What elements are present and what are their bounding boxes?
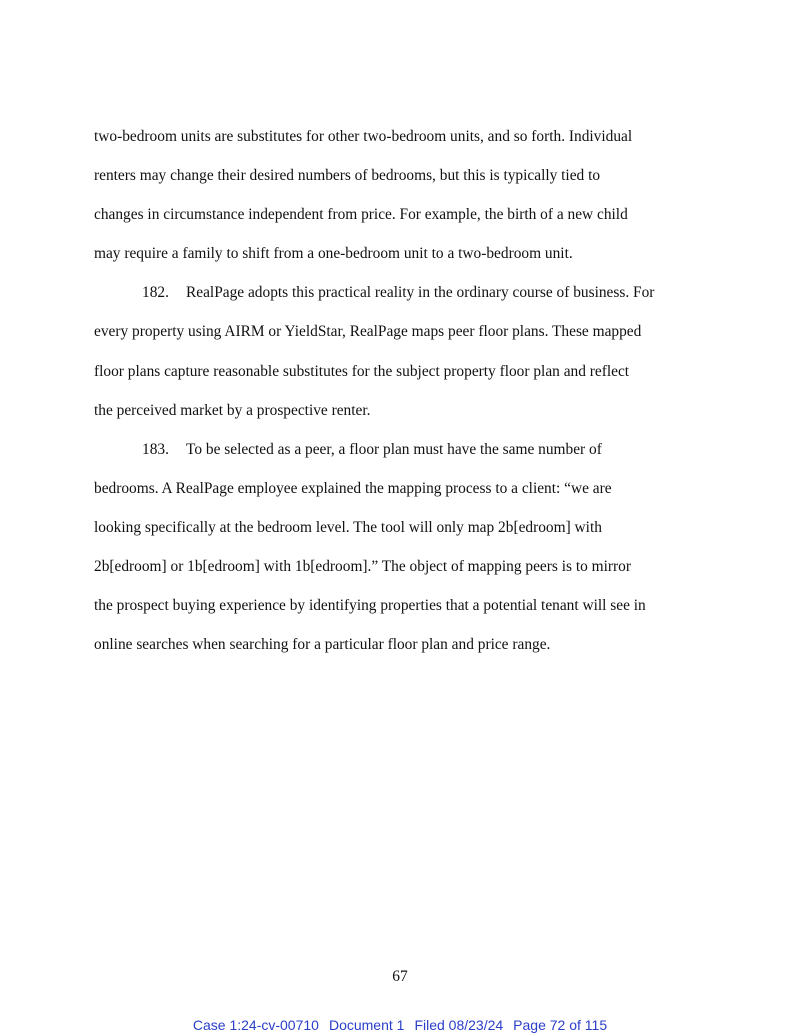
body-line: changes in circumstance independent from price. For example, the birth of a new child	[94, 206, 628, 224]
footer-filed: Filed 08/23/24	[414, 1017, 504, 1033]
body-line: the prospect buying experience by identifying properties that a potential tenant will see in	[94, 597, 646, 615]
paragraph-text: RealPage adopts this practical reality in the ordinary course of business. For	[186, 284, 655, 302]
paragraph-text: To be selected as a peer, a floor plan must have the same number of	[186, 440, 602, 458]
body-line: online searches when searching for a particular floor plan and price range.	[94, 636, 551, 654]
body-line: bedrooms. A RealPage employee explained the mapping process to a client: “we are	[94, 479, 612, 497]
body-line: every property using AIRM or YieldStar, RealPage maps peer floor plans. These mapped	[94, 323, 642, 341]
body-line: 2b[edroom] or 1b[edroom] with 1b[edroom].” The object of mapping peers is to mirror	[94, 558, 631, 576]
body-line: renters may change their desired numbers of bedrooms, but this is typically tied to	[94, 167, 601, 185]
case-footer	[0, 1017, 800, 1033]
footer-page: Page 72 of 115	[513, 1017, 608, 1033]
body-line: looking specifically at the bedroom level. The tool will only map 2b[edroom] with	[94, 518, 602, 536]
paragraph-183-first-line	[94, 430, 714, 469]
footer-case: Case 1:24-cv-00710	[192, 1017, 319, 1033]
paragraph-182-first-line	[94, 273, 714, 312]
footer-document: Document 1	[328, 1017, 405, 1033]
body-line: the perceived market by a prospective renter.	[94, 401, 371, 419]
body-line: floor plans capture reasonable substitutes for the subject property floor plan and reflect	[94, 362, 630, 380]
paragraph-number: 182.	[142, 284, 169, 302]
body-line: may require a family to shift from a one-bedroom unit to a two-bedroom unit.	[94, 245, 573, 263]
paragraph-number: 183.	[142, 440, 169, 458]
body-line: two-bedroom units are substitutes for other two-bedroom units, and so forth. Individual	[94, 128, 633, 145]
document-body	[94, 117, 714, 664]
page-number: 67	[392, 968, 408, 985]
